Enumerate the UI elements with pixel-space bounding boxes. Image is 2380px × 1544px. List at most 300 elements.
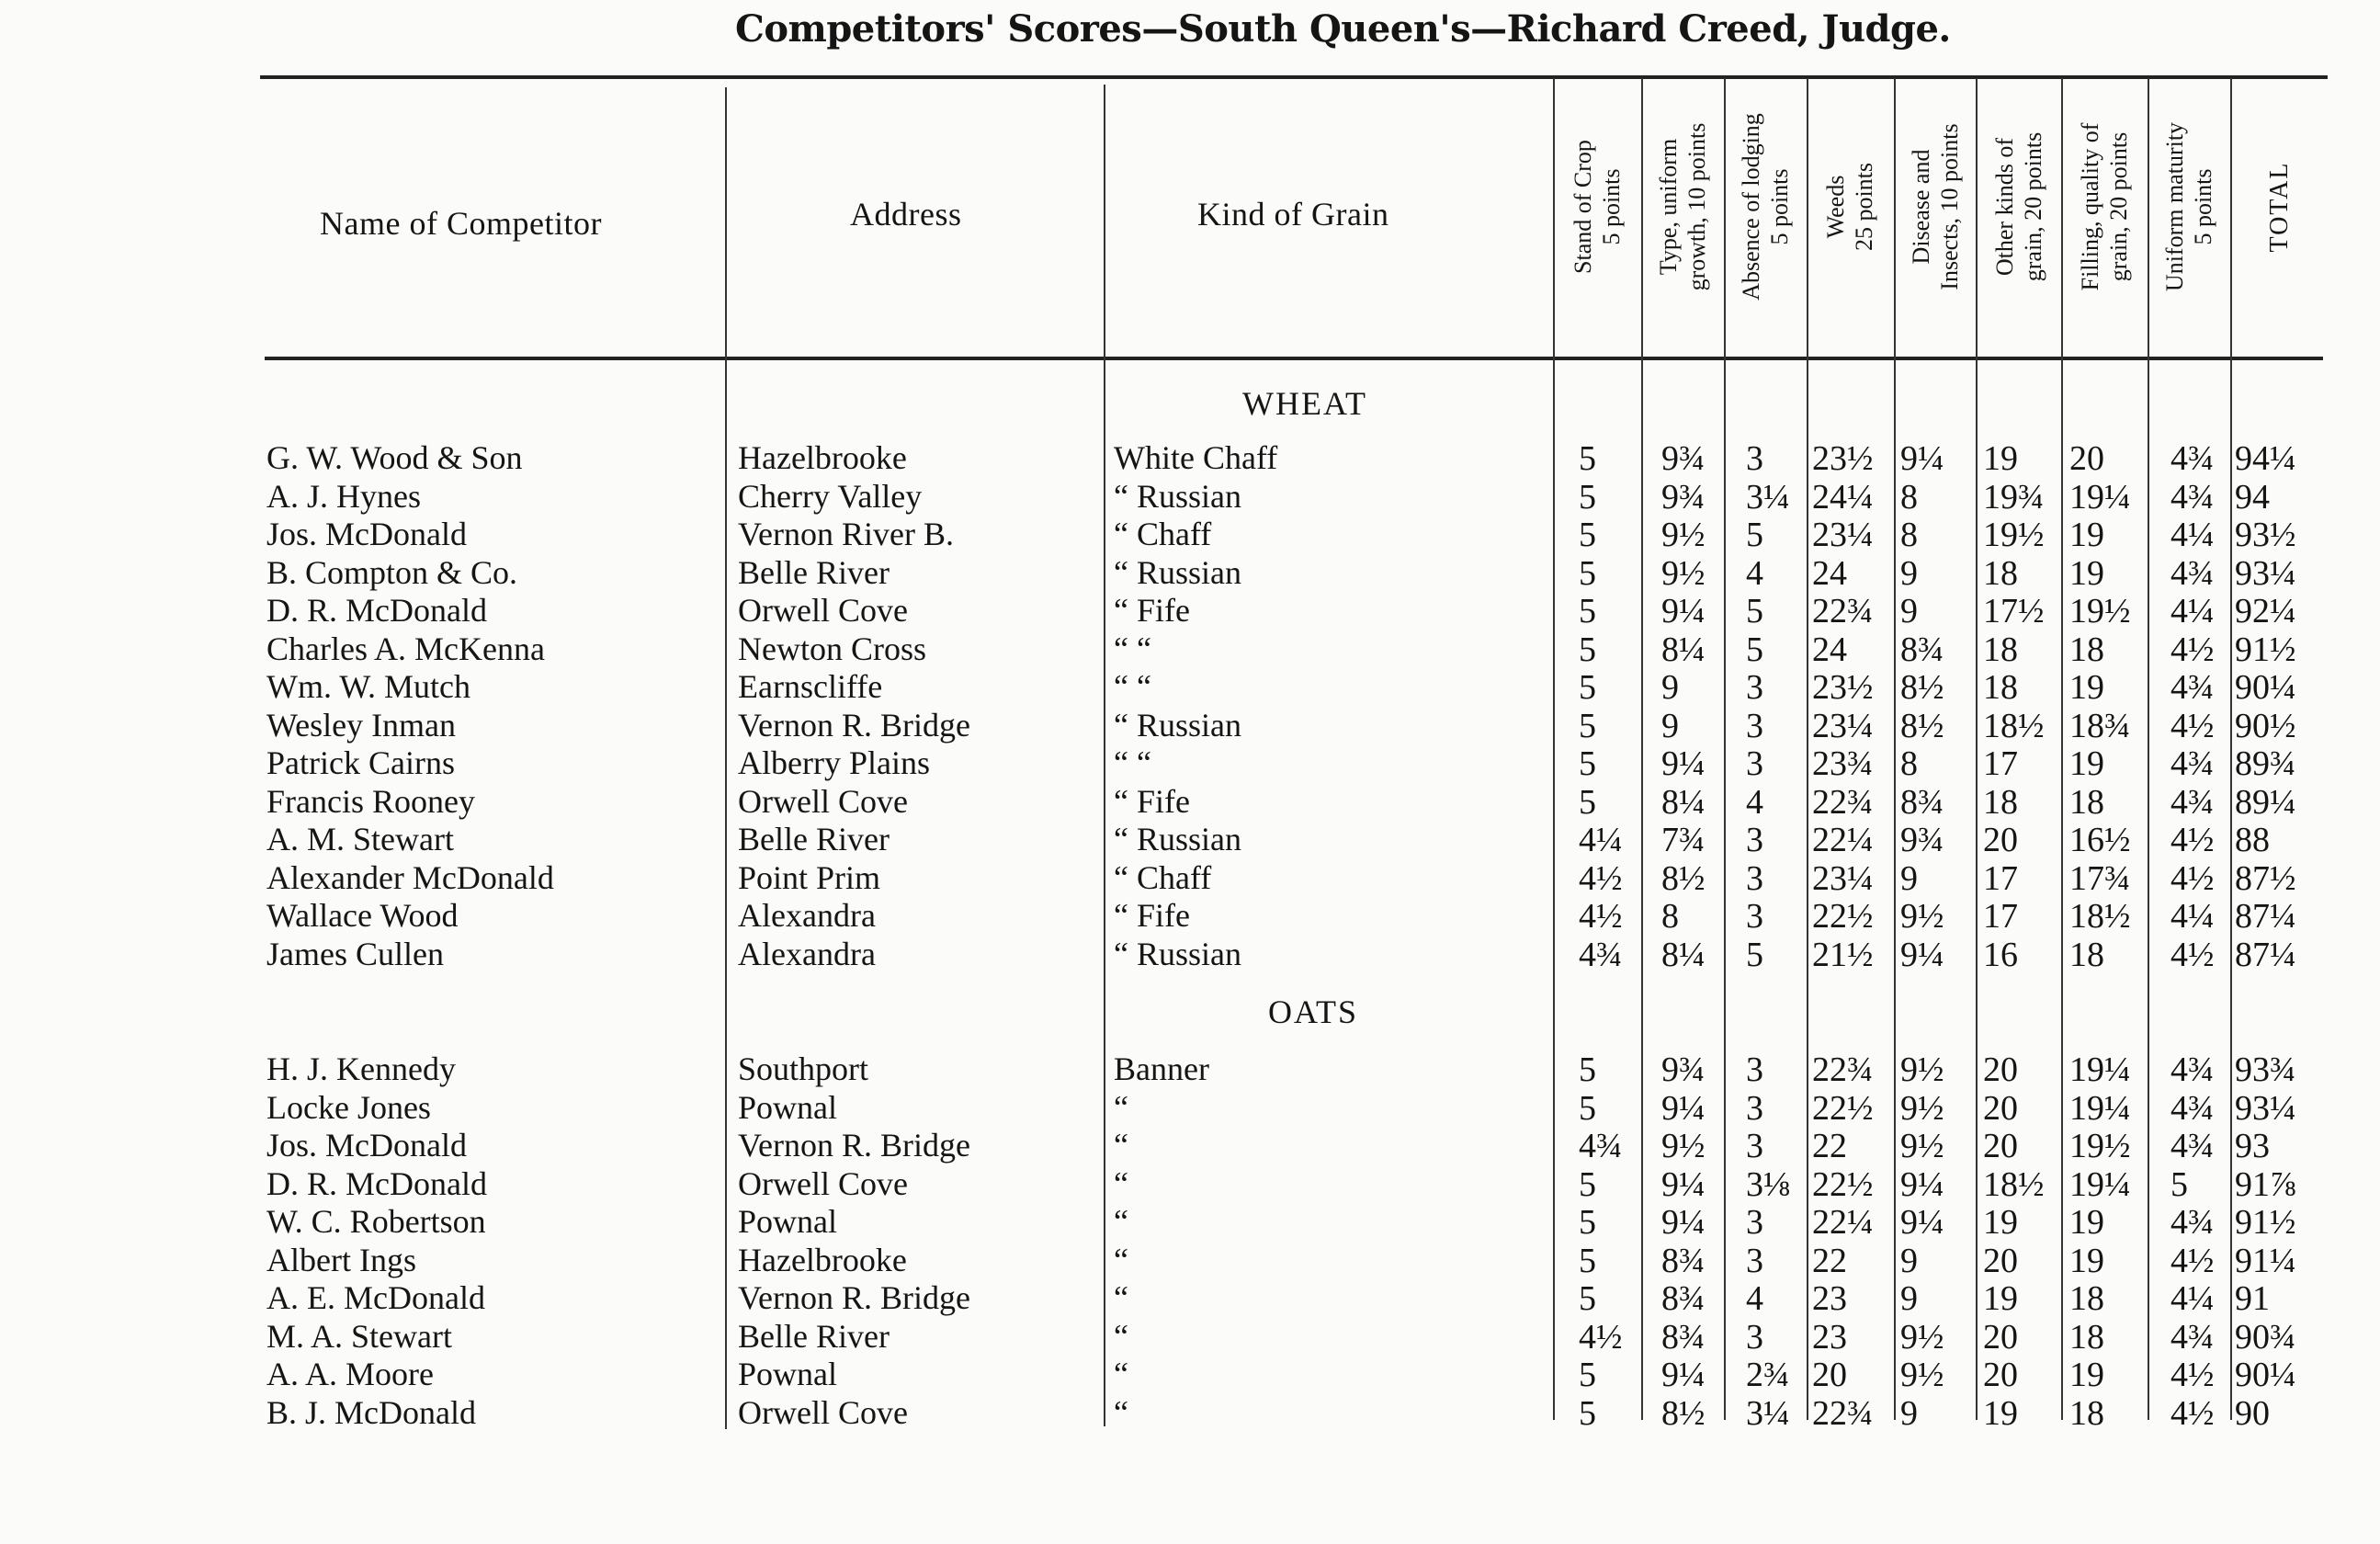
grain-cell: “ Russian (1114, 707, 1241, 744)
filling-score: 19 (2069, 1356, 2104, 1394)
page-title: Competitors' Scores—South Queen's—Richard Creed, Judge. (735, 7, 1951, 51)
filling-score: 18 (2069, 936, 2104, 974)
grain-cell: “ Russian (1114, 554, 1241, 591)
header-other: Other kinds of grain, 20 points (1991, 131, 2046, 282)
total-score: 91¼ (2235, 1242, 2296, 1280)
weeds-score: 22¾ (1812, 783, 1874, 822)
stand-score: 5 (1579, 1050, 1596, 1089)
filling-score: 19 (2069, 668, 2104, 707)
competitor-name: B. Compton & Co. (266, 554, 518, 591)
grain-cell: “ (1114, 1242, 1128, 1278)
type-score: 8¾ (1661, 1279, 1706, 1318)
type-score: 9½ (1661, 516, 1706, 554)
address-cell: Alberry Plains (738, 744, 930, 781)
competitor-name: Charles A. McKenna (266, 630, 545, 667)
total-score: 90½ (2235, 707, 2296, 745)
column-divider (1894, 78, 1896, 1420)
disease-score: 9 (1900, 1242, 1918, 1280)
weeds-score: 23½ (1812, 439, 1874, 478)
grain-cell: “ (1114, 1318, 1128, 1355)
address-cell: Southport (738, 1050, 869, 1087)
maturity-score: 4½ (2170, 1242, 2215, 1280)
address-cell: Hazelbrooke (738, 439, 907, 476)
address-cell: Hazelbrooke (738, 1242, 907, 1278)
stand-score: 5 (1579, 1165, 1596, 1204)
other-grain-score: 17 (1983, 897, 2018, 936)
weeds-score: 23¼ (1812, 707, 1874, 745)
header-total: TOTAL (2264, 161, 2294, 253)
weeds-score: 23 (1812, 1318, 1847, 1357)
grain-cell: “ (1114, 1394, 1128, 1431)
disease-score: 8 (1900, 516, 1918, 554)
total-score: 87½ (2235, 859, 2296, 898)
weeds-score: 24 (1812, 630, 1847, 669)
maturity-score: 4½ (2170, 821, 2215, 859)
other-grain-score: 18 (1983, 630, 2018, 669)
lodging-score: 3 (1746, 1242, 1763, 1280)
other-grain-score: 17 (1983, 744, 2018, 783)
stand-score: 4¾ (1579, 936, 1623, 974)
type-score: 9¼ (1661, 1356, 1706, 1394)
total-score: 92¼ (2235, 592, 2296, 630)
competitor-name: Wm. W. Mutch (266, 668, 470, 705)
lodging-score: 5 (1746, 630, 1763, 669)
stand-score: 4½ (1579, 859, 1623, 898)
maturity-score: 5 (2170, 1165, 2188, 1204)
lodging-score: 3 (1746, 1050, 1763, 1089)
other-grain-score: 20 (1983, 1050, 2018, 1089)
competitor-name: M. A. Stewart (266, 1318, 452, 1355)
grain-cell: “ (1114, 1356, 1128, 1392)
column-divider (1553, 78, 1555, 1420)
competitor-name: A. M. Stewart (266, 821, 454, 857)
stand-score: 4½ (1579, 897, 1623, 936)
disease-score: 9 (1900, 1394, 1918, 1433)
other-grain-score: 18 (1983, 783, 2018, 822)
lodging-score: 3¼ (1746, 1394, 1790, 1433)
header-name: Name of Competitor (320, 205, 602, 242)
total-score: 94¼ (2235, 439, 2296, 478)
total-score: 94 (2235, 478, 2270, 517)
other-grain-score: 18 (1983, 668, 2018, 707)
filling-score: 19½ (2069, 592, 2131, 630)
other-grain-score: 20 (1983, 1127, 2018, 1165)
competitor-name: Jos. McDonald (266, 516, 467, 552)
total-score: 91 (2235, 1279, 2270, 1318)
lodging-score: 3 (1746, 1203, 1763, 1242)
address-cell: Belle River (738, 821, 890, 857)
maturity-score: 4¾ (2170, 783, 2215, 822)
lodging-score: 3 (1746, 1127, 1763, 1165)
disease-score: 8½ (1900, 668, 1944, 707)
total-score: 93¼ (2235, 1089, 2296, 1128)
stand-score: 5 (1579, 783, 1596, 822)
filling-score: 18 (2069, 783, 2104, 822)
filling-score: 19¼ (2069, 1165, 2131, 1204)
stand-score: 5 (1579, 1089, 1596, 1128)
other-grain-score: 16 (1983, 936, 2018, 974)
maturity-score: 4¾ (2170, 1050, 2215, 1089)
maturity-score: 4¾ (2170, 1318, 2215, 1357)
filling-score: 19¼ (2069, 1089, 2131, 1128)
lodging-score: 3 (1746, 859, 1763, 898)
total-score: 93 (2235, 1127, 2270, 1165)
column-divider (2061, 78, 2063, 1420)
disease-score: 9¼ (1900, 439, 1944, 478)
disease-score: 9 (1900, 554, 1918, 593)
column-divider (1976, 78, 1978, 1420)
competitor-name: D. R. McDonald (266, 1165, 487, 1202)
maturity-score: 4½ (2170, 707, 2215, 745)
filling-score: 19¼ (2069, 478, 2131, 517)
grain-cell: White Chaff (1114, 439, 1278, 476)
stand-score: 4½ (1579, 1318, 1623, 1357)
total-score: 91½ (2235, 1203, 2296, 1242)
type-score: 9 (1661, 668, 1679, 707)
column-divider (1104, 85, 1105, 1426)
disease-score: 9 (1900, 859, 1918, 898)
grain-cell: “ (1114, 1203, 1128, 1240)
maturity-score: 4¾ (2170, 439, 2215, 478)
competitor-name: Patrick Cairns (266, 744, 455, 781)
type-score: 8¼ (1661, 630, 1706, 669)
lodging-score: 5 (1746, 936, 1763, 974)
maturity-score: 4¼ (2170, 592, 2215, 630)
header-disease: Disease and Insects, 10 points (1908, 123, 1963, 290)
competitor-name: A. E. McDonald (266, 1279, 485, 1316)
weeds-score: 22 (1812, 1242, 1847, 1280)
total-score: 89¼ (2235, 783, 2296, 822)
header-address: Address (850, 196, 962, 233)
weeds-score: 22¾ (1812, 592, 1874, 630)
total-score: 90¼ (2235, 668, 2296, 707)
grain-cell: “ (1114, 1089, 1128, 1126)
column-divider (1724, 78, 1726, 1420)
lodging-score: 3 (1746, 707, 1763, 745)
disease-score: 9¾ (1900, 821, 1944, 859)
address-cell: Cherry Valley (738, 478, 923, 515)
lodging-score: 3 (1746, 897, 1763, 936)
grain-cell: “ (1114, 1165, 1128, 1202)
lodging-score: 5 (1746, 516, 1763, 554)
stand-score: 4¼ (1579, 821, 1623, 859)
type-score: 7¾ (1661, 821, 1706, 859)
section-label-wheat: WHEAT (1242, 385, 1367, 422)
stand-score: 5 (1579, 554, 1596, 593)
address-cell: Pownal (738, 1203, 837, 1240)
weeds-score: 23 (1812, 1279, 1847, 1318)
weeds-score: 22½ (1812, 1089, 1874, 1128)
filling-score: 19 (2069, 516, 2104, 554)
type-score: 8¾ (1661, 1318, 1706, 1357)
lodging-score: 3⅛ (1746, 1165, 1790, 1204)
weeds-score: 23¼ (1812, 859, 1874, 898)
type-score: 8¼ (1661, 783, 1706, 822)
address-cell: Orwell Cove (738, 783, 908, 820)
filling-score: 18¾ (2069, 707, 2131, 745)
total-score: 93¼ (2235, 554, 2296, 593)
header-type: Type, uniform growth, 10 points (1655, 122, 1710, 291)
maturity-score: 4½ (2170, 1394, 2215, 1433)
column-divider (725, 87, 727, 1429)
weeds-score: 22 (1812, 1127, 1847, 1165)
stand-score: 5 (1579, 1394, 1596, 1433)
stand-score: 5 (1579, 1203, 1596, 1242)
disease-score: 9¼ (1900, 936, 1944, 974)
other-grain-score: 18½ (1983, 707, 2045, 745)
stand-score: 5 (1579, 630, 1596, 669)
filling-score: 18 (2069, 630, 2104, 669)
header-grain: Kind of Grain (1197, 196, 1389, 233)
total-score: 87¼ (2235, 936, 2296, 974)
weeds-score: 24¼ (1812, 478, 1874, 517)
type-score: 9¾ (1661, 1050, 1706, 1089)
filling-score: 19 (2069, 744, 2104, 783)
competitor-name: Wesley Inman (266, 707, 457, 744)
competitor-name: Locke Jones (266, 1089, 431, 1126)
competitor-name: Jos. McDonald (266, 1127, 467, 1164)
total-score: 88 (2235, 821, 2270, 859)
competitor-name: B. J. McDonald (266, 1394, 476, 1431)
filling-score: 18 (2069, 1318, 2104, 1357)
lodging-score: 2¾ (1746, 1356, 1790, 1394)
type-score: 9½ (1661, 554, 1706, 593)
competitor-name: D. R. McDonald (266, 592, 487, 629)
lodging-score: 5 (1746, 592, 1763, 630)
grain-cell: “ Russian (1114, 936, 1241, 972)
other-grain-score: 20 (1983, 1242, 2018, 1280)
grain-cell: “ “ (1114, 630, 1151, 667)
grain-cell: “ Russian (1114, 821, 1241, 857)
weeds-score: 22¼ (1812, 821, 1874, 859)
grain-cell: “ “ (1114, 744, 1151, 781)
type-score: 9¾ (1661, 439, 1706, 478)
disease-score: 9½ (1900, 1318, 1944, 1357)
address-cell: Vernon R. Bridge (738, 707, 970, 744)
weeds-score: 20 (1812, 1356, 1847, 1394)
lodging-score: 3¼ (1746, 478, 1790, 517)
other-grain-score: 20 (1983, 1318, 2018, 1357)
type-score: 9¼ (1661, 744, 1706, 783)
filling-score: 18 (2069, 1279, 2104, 1318)
weeds-score: 23½ (1812, 668, 1874, 707)
maturity-score: 4¾ (2170, 554, 2215, 593)
stand-score: 5 (1579, 1279, 1596, 1318)
grain-cell: “ Fife (1114, 592, 1190, 629)
maturity-score: 4¼ (2170, 897, 2215, 936)
maturity-score: 4¾ (2170, 1089, 2215, 1128)
type-score: 8¼ (1661, 936, 1706, 974)
competitor-name: Alexander McDonald (266, 859, 554, 896)
address-cell: Belle River (738, 554, 890, 591)
total-score: 93½ (2235, 516, 2296, 554)
grain-cell: “ (1114, 1279, 1128, 1316)
competitor-name: A. J. Hynes (266, 478, 421, 515)
disease-score: 9½ (1900, 1050, 1944, 1089)
maturity-score: 4½ (2170, 1356, 2215, 1394)
competitor-name: W. C. Robertson (266, 1203, 486, 1240)
stand-score: 5 (1579, 516, 1596, 554)
disease-score: 8¾ (1900, 783, 1944, 822)
stand-score: 5 (1579, 439, 1596, 478)
grain-cell: “ Fife (1114, 783, 1190, 820)
address-cell: Orwell Cove (738, 1394, 908, 1431)
maturity-score: 4¾ (2170, 744, 2215, 783)
lodging-score: 3 (1746, 1089, 1763, 1128)
weeds-score: 22½ (1812, 1165, 1874, 1204)
disease-score: 8½ (1900, 707, 1944, 745)
other-grain-score: 19½ (1983, 516, 2045, 554)
section-label-oats: OATS (1268, 993, 1359, 1030)
maturity-score: 4½ (2170, 859, 2215, 898)
disease-score: 9½ (1900, 1089, 1944, 1128)
address-cell: Point Prim (738, 859, 881, 896)
other-grain-score: 19¾ (1983, 478, 2045, 517)
column-divider (1641, 78, 1643, 1420)
disease-score: 9¼ (1900, 1203, 1944, 1242)
filling-score: 19 (2069, 1203, 2104, 1242)
stand-score: 5 (1579, 1242, 1596, 1280)
filling-score: 19 (2069, 554, 2104, 593)
type-score: 8½ (1661, 1394, 1706, 1433)
grain-cell: Banner (1114, 1050, 1209, 1087)
stand-score: 5 (1579, 707, 1596, 745)
disease-score: 9½ (1900, 1127, 1944, 1165)
header-stand: Stand of Crop 5 points (1570, 140, 1625, 274)
filling-score: 19¼ (2069, 1050, 2131, 1089)
total-score: 91⅞ (2235, 1165, 2296, 1204)
disease-score: 9½ (1900, 1356, 1944, 1394)
maturity-score: 4½ (2170, 936, 2215, 974)
weeds-score: 21½ (1812, 936, 1874, 974)
filling-score: 20 (2069, 439, 2104, 478)
filling-score: 18 (2069, 1394, 2104, 1433)
address-cell: Alexandra (738, 897, 876, 934)
other-grain-score: 18½ (1983, 1165, 2045, 1204)
disease-score: 8 (1900, 744, 1918, 783)
address-cell: Belle River (738, 1318, 890, 1355)
filling-score: 16½ (2069, 821, 2131, 859)
total-score: 89¾ (2235, 744, 2296, 783)
other-grain-score: 19 (1983, 1394, 2018, 1433)
competitor-name: Wallace Wood (266, 897, 459, 934)
other-grain-score: 18 (1983, 554, 2018, 593)
weeds-score: 22¼ (1812, 1203, 1874, 1242)
column-divider (2230, 78, 2232, 1420)
stand-score: 5 (1579, 744, 1596, 783)
lodging-score: 3 (1746, 668, 1763, 707)
type-score: 8 (1661, 897, 1679, 936)
type-score: 9 (1661, 707, 1679, 745)
header-lodging: Absence of lodging 5 points (1738, 113, 1793, 301)
disease-score: 8 (1900, 478, 1918, 517)
stand-score: 4¾ (1579, 1127, 1623, 1165)
column-divider (2148, 78, 2149, 1420)
lodging-score: 3 (1746, 1318, 1763, 1357)
address-cell: Vernon R. Bridge (738, 1279, 970, 1316)
lodging-score: 4 (1746, 783, 1763, 822)
grain-cell: “ Fife (1114, 897, 1190, 934)
weeds-score: 22½ (1812, 897, 1874, 936)
filling-score: 17¾ (2069, 859, 2131, 898)
grain-cell: “ Chaff (1114, 516, 1212, 552)
type-score: 9¼ (1661, 1165, 1706, 1204)
maturity-score: 4¾ (2170, 668, 2215, 707)
filling-score: 19½ (2069, 1127, 2131, 1165)
weeds-score: 22¾ (1812, 1394, 1874, 1433)
total-score: 90 (2235, 1394, 2270, 1433)
weeds-score: 22¾ (1812, 1050, 1874, 1089)
disease-score: 9½ (1900, 897, 1944, 936)
address-cell: Pownal (738, 1356, 837, 1392)
stand-score: 5 (1579, 478, 1596, 517)
type-score: 9¾ (1661, 478, 1706, 517)
other-grain-score: 17 (1983, 859, 2018, 898)
total-score: 90¼ (2235, 1356, 2296, 1394)
maturity-score: 4¾ (2170, 1127, 2215, 1165)
filling-score: 18½ (2069, 897, 2131, 936)
weeds-score: 24 (1812, 554, 1847, 593)
disease-score: 8¾ (1900, 630, 1944, 669)
stand-score: 5 (1579, 668, 1596, 707)
disease-score: 9¼ (1900, 1165, 1944, 1204)
type-score: 8¾ (1661, 1242, 1706, 1280)
address-cell: Orwell Cove (738, 1165, 908, 1202)
type-score: 8½ (1661, 859, 1706, 898)
total-score: 91½ (2235, 630, 2296, 669)
type-score: 9¼ (1661, 1203, 1706, 1242)
disease-score: 9 (1900, 1279, 1918, 1318)
competitor-name: Albert Ings (266, 1242, 416, 1278)
lodging-score: 4 (1746, 554, 1763, 593)
filling-score: 19 (2069, 1242, 2104, 1280)
lodging-score: 3 (1746, 439, 1763, 478)
competitor-name: H. J. Kennedy (266, 1050, 456, 1087)
type-score: 9½ (1661, 1127, 1706, 1165)
type-score: 9¼ (1661, 1089, 1706, 1128)
maturity-score: 4¾ (2170, 1203, 2215, 1242)
weeds-score: 23¼ (1812, 516, 1874, 554)
header-maturity: Uniform maturity 5 points (2161, 121, 2216, 292)
other-grain-score: 19 (1983, 1203, 2018, 1242)
other-grain-score: 20 (1983, 1089, 2018, 1128)
total-score: 90¾ (2235, 1318, 2296, 1357)
address-cell: Vernon R. Bridge (738, 1127, 970, 1164)
other-grain-score: 19 (1983, 1279, 2018, 1318)
grain-cell: “ “ (1114, 668, 1151, 705)
maturity-score: 4½ (2170, 630, 2215, 669)
maturity-score: 4¾ (2170, 478, 2215, 517)
other-grain-score: 20 (1983, 1356, 2018, 1394)
grain-cell: “ (1114, 1127, 1128, 1164)
address-cell: Earnscliffe (738, 668, 883, 705)
competitor-name: Francis Rooney (266, 783, 475, 820)
address-cell: Pownal (738, 1089, 837, 1126)
weeds-score: 23¾ (1812, 744, 1874, 783)
disease-score: 9 (1900, 592, 1918, 630)
column-divider (1807, 78, 1808, 1420)
competitor-name: James Cullen (266, 936, 444, 972)
grain-cell: “ Chaff (1114, 859, 1212, 896)
competitor-name: G. W. Wood & Son (266, 439, 523, 476)
competitor-name: A. A. Moore (266, 1356, 434, 1392)
other-grain-score: 17½ (1983, 592, 2045, 630)
lodging-score: 3 (1746, 744, 1763, 783)
stand-score: 5 (1579, 592, 1596, 630)
other-grain-score: 20 (1983, 821, 2018, 859)
header-weeds: Weeds 25 points (1822, 162, 1877, 252)
lodging-score: 3 (1746, 821, 1763, 859)
